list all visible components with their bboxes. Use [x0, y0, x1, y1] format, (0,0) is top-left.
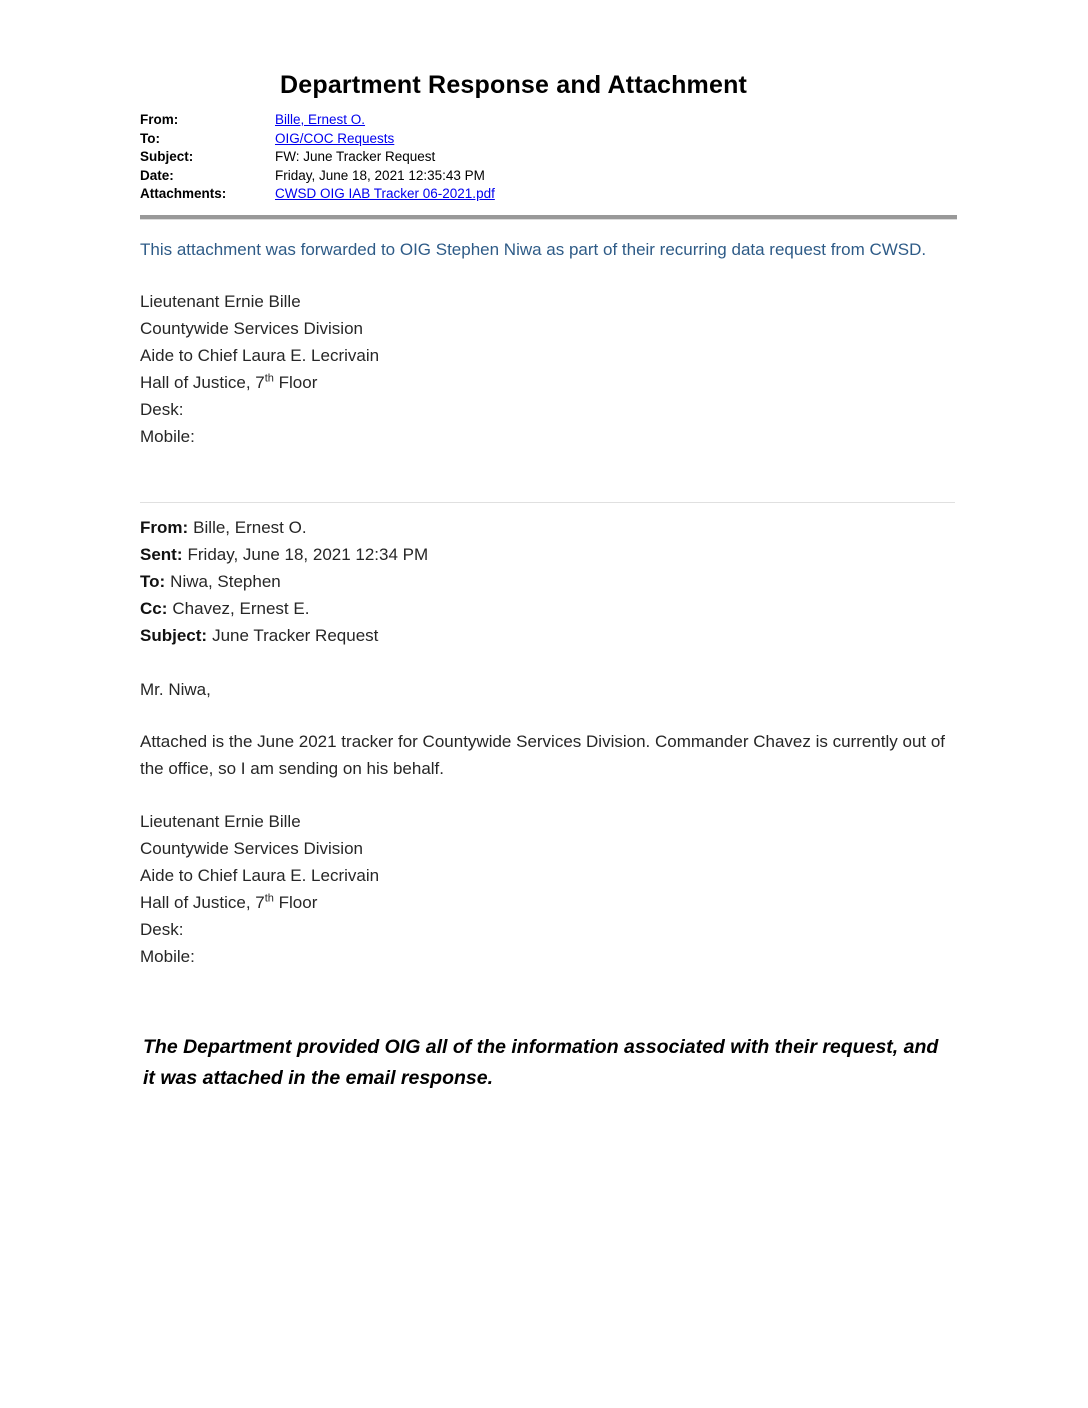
- oig-statement-line: it was attached in the email response.: [143, 1066, 494, 1089]
- fwd-row-to: [140, 568, 953, 595]
- to-link[interactable]: OIG/COC Requests: [275, 130, 395, 146]
- oig-statement-line: The Department provided OIG all of the information associated with their request, and: [143, 1035, 939, 1058]
- header-row-to: [140, 130, 953, 149]
- signature-block-1: [140, 288, 953, 450]
- fwd-cc-value: Chavez, Ernest E.: [172, 598, 310, 618]
- signature-role: Aide to Chief Laura E. Lecrivain: [140, 345, 380, 365]
- fwd-sent-label: Sent:: [140, 544, 183, 564]
- fwd-row-cc: [140, 595, 953, 622]
- oig-statement: [143, 1032, 953, 1094]
- fwd-row-from: [140, 514, 953, 541]
- from-link[interactable]: Bille, Ernest O.: [275, 112, 366, 127]
- to-value: [275, 130, 394, 149]
- to-label: To:: [140, 130, 160, 146]
- signature-name: Lieutenant Ernie Bille: [140, 811, 301, 831]
- address-prefix: Hall of Justice, 7: [140, 372, 265, 392]
- signature-address: [140, 889, 953, 916]
- signature-desk: Desk:: [140, 919, 184, 939]
- fwd-cc-label: Cc:: [140, 598, 168, 618]
- fwd-from-value: Bille, Ernest O.: [193, 517, 307, 537]
- signature-name: Lieutenant Ernie Bille: [140, 291, 301, 311]
- signature-block-2: [140, 808, 953, 970]
- header-row-attachments: [140, 185, 953, 204]
- fwd-subject-value: June Tracker Request: [212, 625, 379, 645]
- fwd-row-subject: [140, 622, 953, 649]
- signature-mobile: Mobile:: [140, 946, 195, 966]
- subject-label: Subject:: [140, 149, 194, 164]
- signature-division: Countywide Services Division: [140, 838, 363, 858]
- fwd-subject-label: Subject:: [140, 625, 208, 645]
- signature-address: [140, 369, 953, 396]
- attachments-label: Attachments:: [140, 186, 227, 201]
- signature-role: Aide to Chief Laura E. Lecrivain: [140, 865, 380, 885]
- address-prefix: Hall of Justice, 7: [140, 892, 265, 912]
- message-greeting: Mr. Niwa,: [140, 679, 211, 699]
- date-label: Date:: [140, 167, 174, 183]
- fwd-to-label: To:: [140, 571, 166, 591]
- from-label: From:: [140, 112, 179, 127]
- fwd-sent-value: Friday, June 18, 2021 12:34 PM: [187, 544, 429, 564]
- signature-desk: Desk:: [140, 399, 184, 419]
- subject-value: FW: June Tracker Request: [275, 149, 436, 164]
- address-suffix: Floor: [273, 372, 318, 392]
- fwd-from-label: From:: [140, 517, 189, 537]
- page-title: Department Response and Attachment: [280, 71, 748, 99]
- signature-division: Countywide Services Division: [140, 318, 363, 338]
- header-row-subject: [140, 148, 953, 167]
- ordinal-suffix: th: [264, 371, 274, 384]
- address-suffix: Floor: [273, 892, 318, 912]
- attachments-value: [275, 185, 495, 204]
- ordinal-suffix: th: [264, 891, 274, 904]
- signature-mobile: Mobile:: [140, 426, 195, 446]
- fwd-row-sent: [140, 541, 953, 568]
- from-value: [275, 111, 365, 130]
- forward-divider-rule: [140, 502, 955, 503]
- forward-note: This attachment was forwarded to OIG Stephen Niwa as part of their recurring data request from CWSD.: [140, 239, 927, 259]
- date-value: Friday, June 18, 2021 12:35:43 PM: [275, 167, 485, 183]
- fwd-to-value: Niwa, Stephen: [170, 571, 281, 591]
- message-body: Attached is the June 2021 tracker for Countywide Services Division. Commander Chavez is currently out of the office, so I am sending on his behalf.: [140, 731, 946, 778]
- header-divider-rule: [140, 215, 957, 220]
- header-row-from: [140, 111, 953, 130]
- email-header: [140, 111, 953, 204]
- header-row-date: [140, 167, 953, 186]
- forwarded-email-header: [140, 514, 953, 649]
- attachment-link[interactable]: CWSD OIG IAB Tracker 06-2021.pdf: [275, 186, 495, 201]
